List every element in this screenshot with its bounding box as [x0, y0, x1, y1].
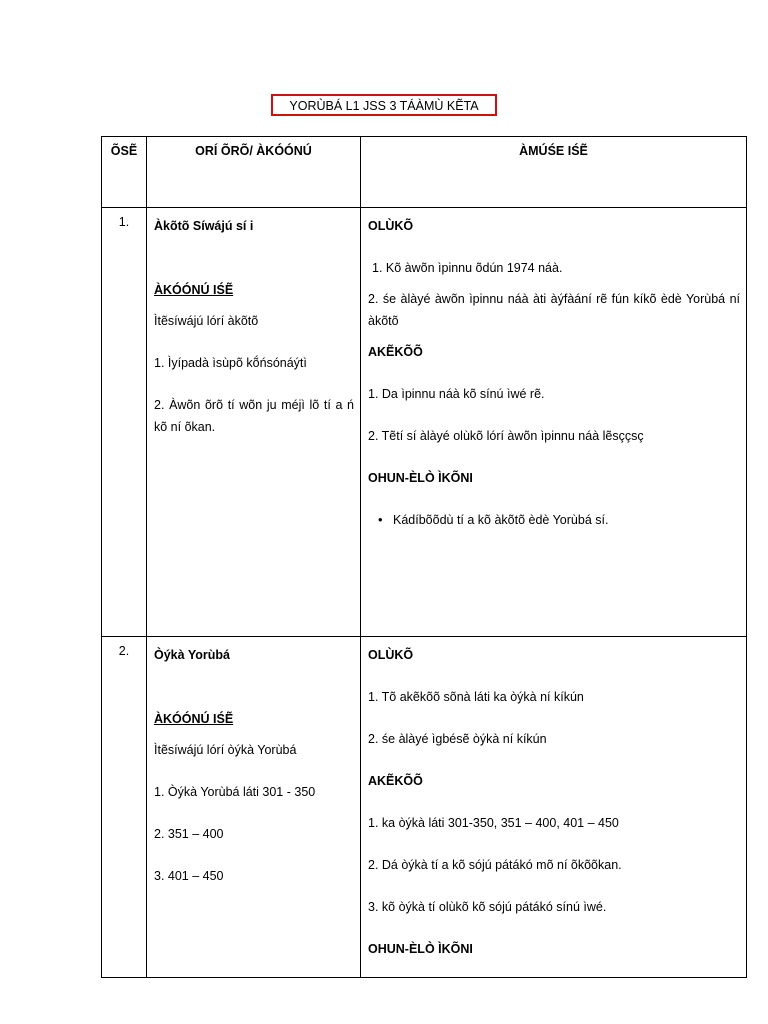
row-number: 2. [102, 637, 147, 978]
topic-title: Àkõtõ Síwájú sí i [154, 219, 254, 233]
lesson-plan-table [101, 136, 747, 978]
header-number: ÕSẼ [102, 137, 147, 208]
content-intro: Ìtẽsíwájú lórí òýkà Yorùbá [154, 743, 297, 757]
teacher-heading: OLÙKÕ [368, 219, 414, 233]
student-item: 2. Tẽtí sí àlàyé olùkõ lórí àwõn ìpinnu náà lẽsççsç [368, 429, 644, 443]
content-heading: ÀKÓÓNÚ IŚẼ [154, 283, 234, 297]
content-item: 1. Òýkà Yorùbá láti 301 - 350 [154, 785, 316, 799]
teacher-item: 2. śe àlàyé ìgbésẽ òýkà ní kíkún [368, 732, 547, 746]
row-number: 1. [102, 208, 147, 637]
topic-title: Òýkà Yorùbá [154, 648, 230, 662]
content-item: 2. Àwõn õrõ tí wõn ju méjì lõ tí a ń kõ ní õkan. [154, 398, 354, 434]
student-item: 3. kõ òýkà tí olùkõ kõ sójú pátákó sínú ìwé. [368, 900, 607, 914]
aids-heading: OHUN-ÈLÒ ÌKÕNI [368, 471, 473, 485]
content-heading: ÀKÓÓNÚ IŚẼ [154, 712, 234, 726]
aids-list [368, 509, 740, 531]
header-topic: ORÍ ÕRÕ/ ÀKÓÓNÚ [147, 137, 361, 208]
teacher-item: 1. Kõ àwõn ìpinnu õdún 1974 náà. [372, 261, 563, 275]
student-item: 2. Dá òýkà tí a kõ sójú pátákó mõ ní õkõõkan. [368, 858, 622, 872]
student-item: 1. ka òýkà láti 301-350, 351 – 400, 401 – 450 [368, 816, 619, 830]
aids-heading: OHUN-ÈLÒ ÌKÕNI [368, 942, 473, 956]
content-intro: Ìtẽsíwájú lórí àkõtõ [154, 314, 259, 328]
content-item: 1. Ìyípadà ìsùpõ kṍńsónáýtì [154, 356, 307, 370]
teacher-heading: OLÙKÕ [368, 648, 414, 662]
topic-cell [147, 208, 361, 637]
table-header-row [102, 137, 747, 208]
table-row [102, 637, 747, 978]
student-item: 1. Da ìpinnu náà kõ sínú ìwé rẽ. [368, 387, 545, 401]
content-item: 2. 351 – 400 [154, 827, 224, 841]
activities-cell [361, 208, 747, 637]
table-row [102, 208, 747, 637]
topic-cell [147, 637, 361, 978]
student-heading: AKẼKÕÕ [368, 345, 423, 359]
content-item: 3. 401 – 450 [154, 869, 224, 883]
header-activities: ÀMÚŚE IŚẼ [361, 137, 747, 208]
aids-item: • Kádíbõõdù tí a kõ àkõtõ èdè Yorùbá sí. [393, 509, 740, 531]
teacher-item: 2. śe àlàyé àwõn ìpinnu náà àti àýfàání rẽ fún kíkõ èdè Yorùbá ní àkõtõ [368, 292, 740, 328]
activities-cell [361, 637, 747, 978]
student-heading: AKẼKÕÕ [368, 774, 423, 788]
document-title: YORÙBÁ L1 JSS 3 TÁÀMÙ KẼTA [271, 94, 497, 116]
teacher-item: 1. Tõ akẽkõõ sõnà láti ka òýkà ní kíkún [368, 690, 584, 704]
